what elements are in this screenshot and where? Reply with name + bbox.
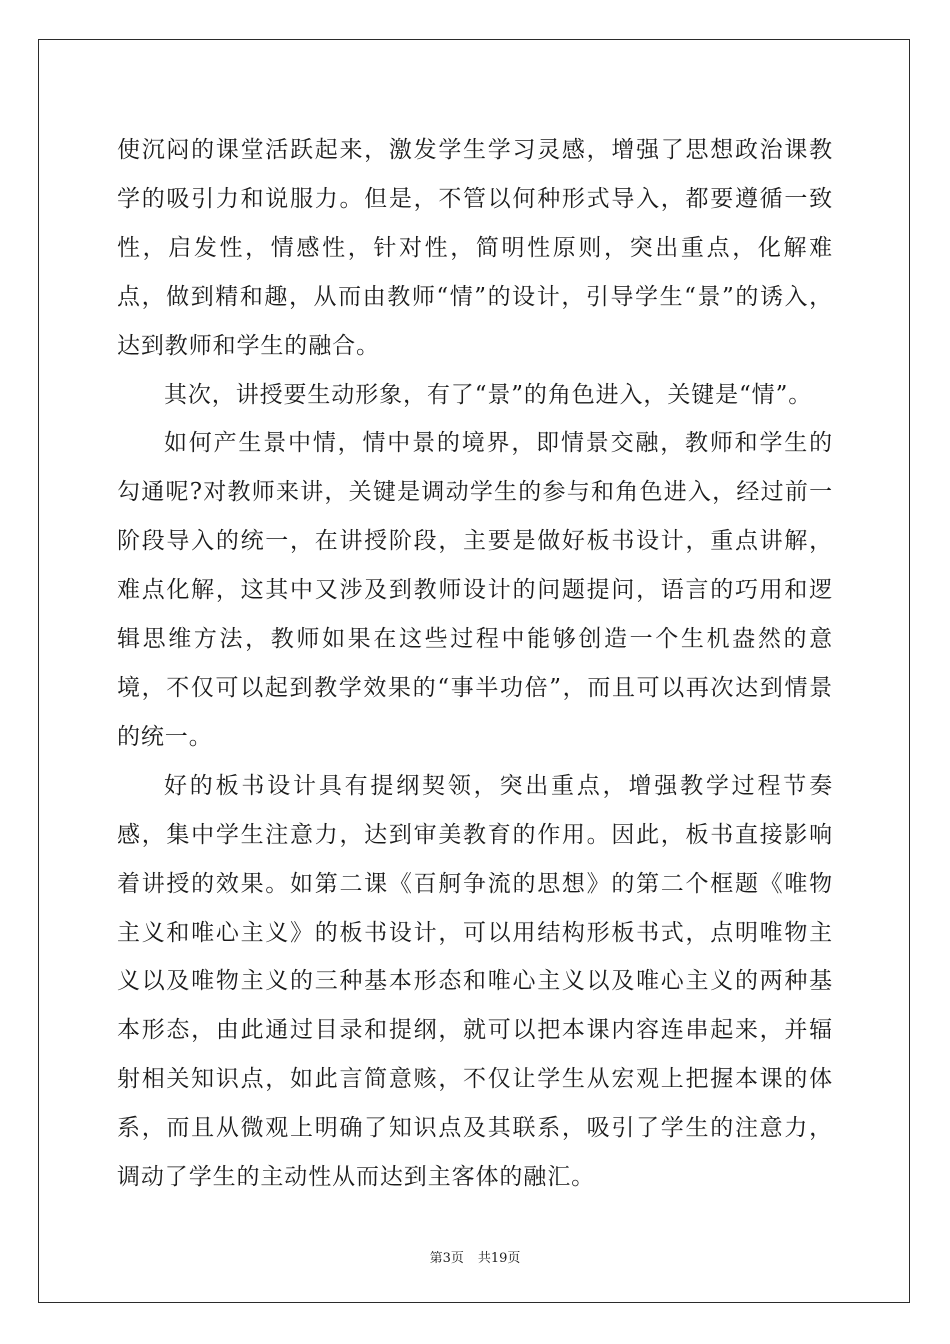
page-footer xyxy=(0,1247,950,1266)
document-body xyxy=(117,126,833,1202)
page-number: 第3页 xyxy=(429,1251,464,1266)
page-total: 共19页 xyxy=(477,1251,521,1266)
paragraph-1: 使沉闷的课堂活跃起来，激发学生学习灵感，增强了思想政治课教学的吸引力和说服力。但是，不管以何种形式导入，都要遵循一致性，启发性，情感性，针对性，简明性原则，突出重点，化解难点，做到精和趣，从而由教师“情”的设计，引导学生“景”的诱入，达到教师和学生的融合。 xyxy=(117,137,833,359)
paragraph-4: 好的板书设计具有提纲契领，突出重点，增强教学过程节奏感，集中学生注意力，达到审美教育的作用。因此，板书直接影响着讲授的效果。如第二课《百舸争流的思想》的第二个框题《唯物主义和唯心主义》的板书设计，可以用结构形板书式，点明唯物主义以及唯物主义的三种基本形态和唯心主义以及唯心主义的两种基本形态，由此通过目录和提纲，就可以把本课内容连串起来，并辐射相关知识点，如此言简意赅，不仅让学生从宏观上把握本课的体系，而且从微观上明确了知识点及其联系，吸引了学生的注意力，调动了学生的主动性从而达到主客体的融汇。 xyxy=(117,772,833,1191)
paragraph-2: 其次，讲授要生动形象，有了“景”的角色进入，关键是“情”。 xyxy=(164,381,813,408)
paragraph-3: 如何产生景中情，情中景的境界，即情景交融，教师和学生的勾通呢?对教师来讲，关键是调动学生的参与和角色进入，经过前一阶段导入的统一，在讲授阶段，主要是做好板书设计，重点讲解，难点化解，这其中又涉及到教师设计的问题提问，语言的巧用和逻辑思维方法，教师如果在这些过程中能够创造一个生机盎然的意境，不仅可以起到教学效果的“事半功倍”，而且可以再次达到情景的统一。 xyxy=(117,430,833,750)
